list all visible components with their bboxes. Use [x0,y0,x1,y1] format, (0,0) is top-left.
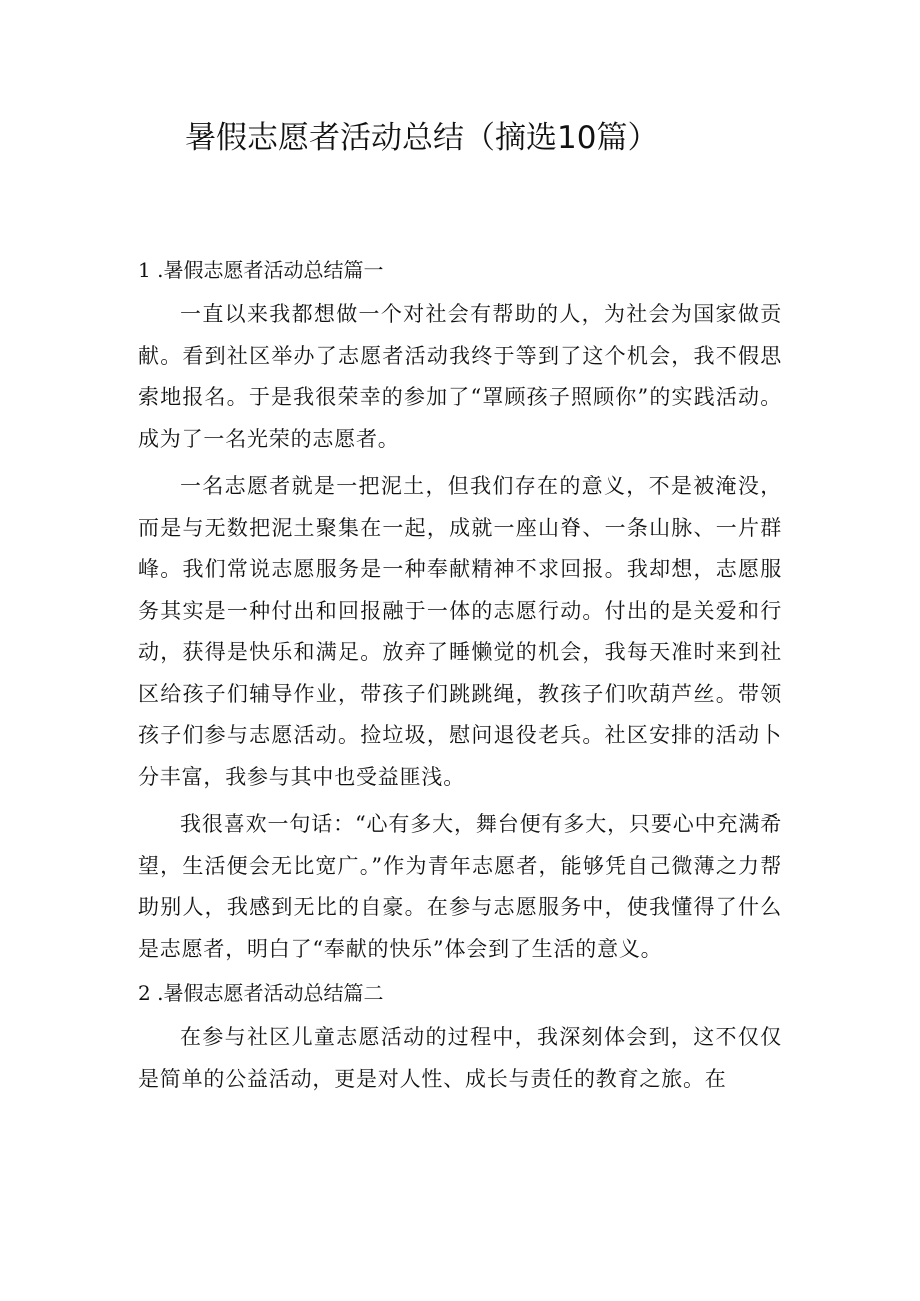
paragraph: 在参与社区儿童志愿活动的过程中，我深刻体会到，这不仅仅是简单的公益活动，更是对人性、成长与责任的教育之旅。在 [138,1025,782,1091]
section-heading: 2 .暑假志愿者活动总结篇二 [138,981,384,1005]
paragraph: 一直以来我都想做一个对社会有帮助的人，为社会为国家做贡献。看到社区举办了志愿者活动我终于等到了这个机会，我不假思索地报名。于是我很荣幸的参加了“罩顾孩子照顾你”的实践活动。成为了一名光荣的志愿者。 [138,302,782,451]
paragraph: 一名志愿者就是一把泥土，但我们存在的意义，不是被淹没，而是与无数把泥土聚集在一起，成就一座山脊、一条山脉、一片群峰。我们常说志愿服务是一种奉献精神不求回报。我却想，志愿服务其实是一种付出和回报融于一体的志愿行动。付出的是关爱和行动，获得是快乐和满足。放弃了睡懒觉的机会，我每天准时来到社区给孩子们辅导作业，带孩子们跳跳绳，教孩子们吹葫芦丝。带领孩子们参与志愿活动。捡垃圾，慰问退役老兵。社区安排的活动卜分丰富，我参与其中也受益匪浅。 [138,474,782,789]
document-body [138,253,782,1106]
document-title: 暑假志愿者活动总结（摘选10篇） [185,120,659,156]
section-heading: 1 .暑假志愿者活动总结篇一 [138,258,384,282]
paragraph: 我很喜欢一句话：“心有多大，舞台便有多大，只要心中充满希望，生活便会无比宽广。”作为青年志愿者，能够凭自己微薄之力帮助别人，我感到无比的自豪。在参与志愿服务中，使我懂得了什么是志愿者，明白了“奉献的快乐”体会到了生活的意义。 [138,812,782,961]
section-2 [138,976,782,1100]
section-1 [138,253,782,970]
